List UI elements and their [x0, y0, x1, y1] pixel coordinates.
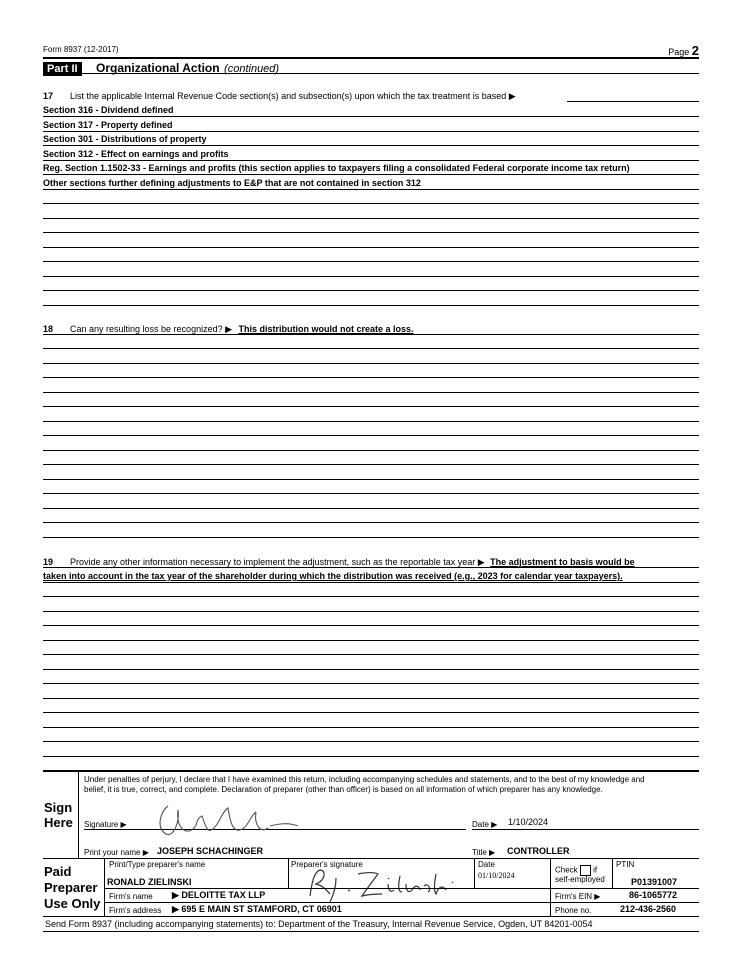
line: [43, 479, 699, 480]
preparer-name-value: RONALD ZIELINSKI: [107, 877, 192, 887]
part-continued: (continued): [224, 63, 280, 75]
firm-name-value: DELOITTE TAX LLP: [181, 890, 266, 900]
line: [43, 232, 699, 233]
part-title: Organizational Action: [96, 61, 220, 75]
line: [43, 567, 699, 568]
ptin-label: PTIN: [616, 860, 635, 869]
line: [43, 290, 699, 291]
line: [43, 537, 699, 538]
ptin-value: P01391007: [631, 877, 678, 887]
q18-answer: This distribution would not create a loss.: [238, 324, 414, 334]
firm-address-label: Firm's address: [109, 906, 162, 915]
line: [43, 698, 699, 699]
phone-label: Phone no.: [555, 906, 592, 915]
line: [43, 596, 699, 597]
line: [43, 377, 699, 378]
col-divider: [288, 858, 289, 888]
print-name-label: Print your name ▶: [84, 848, 149, 857]
sign-date-line: [472, 829, 699, 830]
firm-address-row: ▶ 695 E MAIN ST STAMFORD, CT 06901: [172, 904, 342, 914]
print-name-value: JOSEPH SCHACHINGER: [157, 846, 264, 856]
firm-name-label: Firm's name: [109, 892, 153, 901]
q17-answer-5: Reg. Section 1.1502-33 - Earnings and profits (this section applies to taxpayers filing a consolidated Federal corporate income tax return): [43, 163, 630, 173]
q17-answer-2: Section 317 - Property defined: [43, 120, 173, 130]
preparer-signature-image: [296, 860, 456, 906]
col-divider: [612, 858, 613, 888]
part-rule: [43, 73, 699, 74]
signature-label: Signature ▶: [84, 820, 127, 829]
line: [43, 522, 699, 523]
paid-preparer-label: Paid Preparer Use Only: [44, 864, 101, 911]
perjury-statement: Under penalties of perjury, I declare that I have examined this return, including accompanying schedules and statements, and to the best of my knowledge and belief, it is true, correct, and complete. Declaration of preparer (other than officer) is based on all information of which preparer has any knowledge.: [84, 775, 645, 794]
firm-address-value: 695 E MAIN ST STAMFORD, CT 06901: [181, 904, 342, 914]
sign-divider: [78, 771, 79, 859]
firm-ein-label: Firm's EIN ▶: [555, 892, 601, 901]
line: [43, 654, 699, 655]
line: [43, 276, 699, 277]
self-employed-label: self-employed: [555, 875, 605, 884]
phone-value: 212-436-2560: [620, 904, 677, 914]
preparer-row-rule: [104, 902, 699, 903]
line: [43, 669, 699, 670]
q18-number: 18: [43, 324, 54, 334]
q17-answer-3: Section 301 - Distributions of property: [43, 134, 207, 144]
line: [43, 406, 699, 407]
preparer-row-rule: [104, 888, 699, 889]
line: [43, 348, 699, 349]
line: [43, 145, 699, 146]
firm-name-row: ▶ DELOITTE TAX LLP: [172, 890, 266, 900]
line: [43, 189, 699, 190]
sign-date-label: Date ▶: [472, 820, 498, 829]
line: [43, 131, 699, 132]
page-word: Page: [668, 47, 690, 57]
sign-bottom-rule: [43, 858, 699, 859]
preparer-date-value: 01/10/2024: [478, 871, 515, 880]
line: [43, 756, 699, 757]
sign-here-label: Sign Here: [44, 800, 73, 830]
line: [43, 625, 699, 626]
col-divider: [550, 858, 551, 916]
line: [43, 203, 699, 204]
check-label: Check: [555, 865, 578, 875]
q19-answer-line2: taken into account in the tax year of the shareholder during which the distribution was received (e.g., 2023 for calendar year taxpayers).: [43, 571, 623, 581]
q19-number: 19: [43, 557, 54, 567]
preparer-date-label: Date: [478, 860, 495, 869]
line: [43, 508, 699, 509]
col-divider: [474, 858, 475, 888]
form-label: Form 8937 (12-2017): [43, 45, 119, 54]
preparer-bottom-rule: [43, 916, 699, 917]
line: [43, 363, 699, 364]
line: [43, 218, 699, 219]
line: [43, 334, 699, 335]
q17-answer-4: Section 312 - Effect on earnings and profits: [43, 149, 229, 159]
line: [43, 712, 699, 713]
line: [43, 116, 699, 117]
part-header: [43, 59, 279, 77]
q19-question: Provide any other information necessary to implement the adjustment, such as the reportable tax year ▶: [70, 557, 485, 567]
line: [43, 727, 699, 728]
footer-rule: [43, 931, 699, 932]
title-value: CONTROLLER: [507, 846, 570, 856]
part-label: Part II: [43, 62, 82, 76]
officer-signature-image: [150, 798, 300, 842]
line: [43, 247, 699, 248]
line: [43, 435, 699, 436]
line: [43, 640, 699, 641]
q19-answer-line1: The adjustment to basis would be: [490, 557, 635, 567]
q17-inline-line: [567, 101, 699, 102]
sign-date-value: 1/10/2024: [508, 817, 549, 827]
line: [43, 305, 699, 306]
line: [43, 464, 699, 465]
q18-question: Can any resulting loss be recognized? ▶: [70, 324, 233, 334]
q17-number: 17: [43, 91, 54, 101]
q17-answer-1: Section 316 - Dividend defined: [43, 105, 174, 115]
line: [43, 392, 699, 393]
line: [43, 611, 699, 612]
preparer-divider: [104, 858, 105, 916]
line: [43, 450, 699, 451]
q17-question: List the applicable Internal Revenue Code section(s) and subsection(s) upon which the tax treatment is based ▶: [70, 91, 516, 101]
check-if: if: [593, 865, 598, 875]
page-number: 2: [691, 43, 699, 58]
title-label: Title ▶: [472, 848, 496, 857]
sign-section-rule: [43, 770, 699, 772]
line: [43, 683, 699, 684]
footer-text: Send Form 8937 (including accompanying statements) to: Department of the Treasury, Internal Revenue Service, Ogden, UT 84201-0054: [45, 919, 593, 929]
preparer-sig-label: Preparer's signature: [291, 860, 363, 869]
line: [43, 741, 699, 742]
line: [43, 421, 699, 422]
line: [43, 493, 699, 494]
line: [43, 582, 699, 583]
line: [43, 160, 699, 161]
page-number-block: [668, 43, 699, 58]
line: [43, 261, 699, 262]
firm-ein-value: 86-1065772: [629, 890, 678, 900]
preparer-name-label: Print/Type preparer's name: [109, 860, 206, 869]
line: [43, 174, 699, 175]
q17-answer-6: Other sections further defining adjustments to E&P that are not contained in section 312: [43, 178, 421, 188]
